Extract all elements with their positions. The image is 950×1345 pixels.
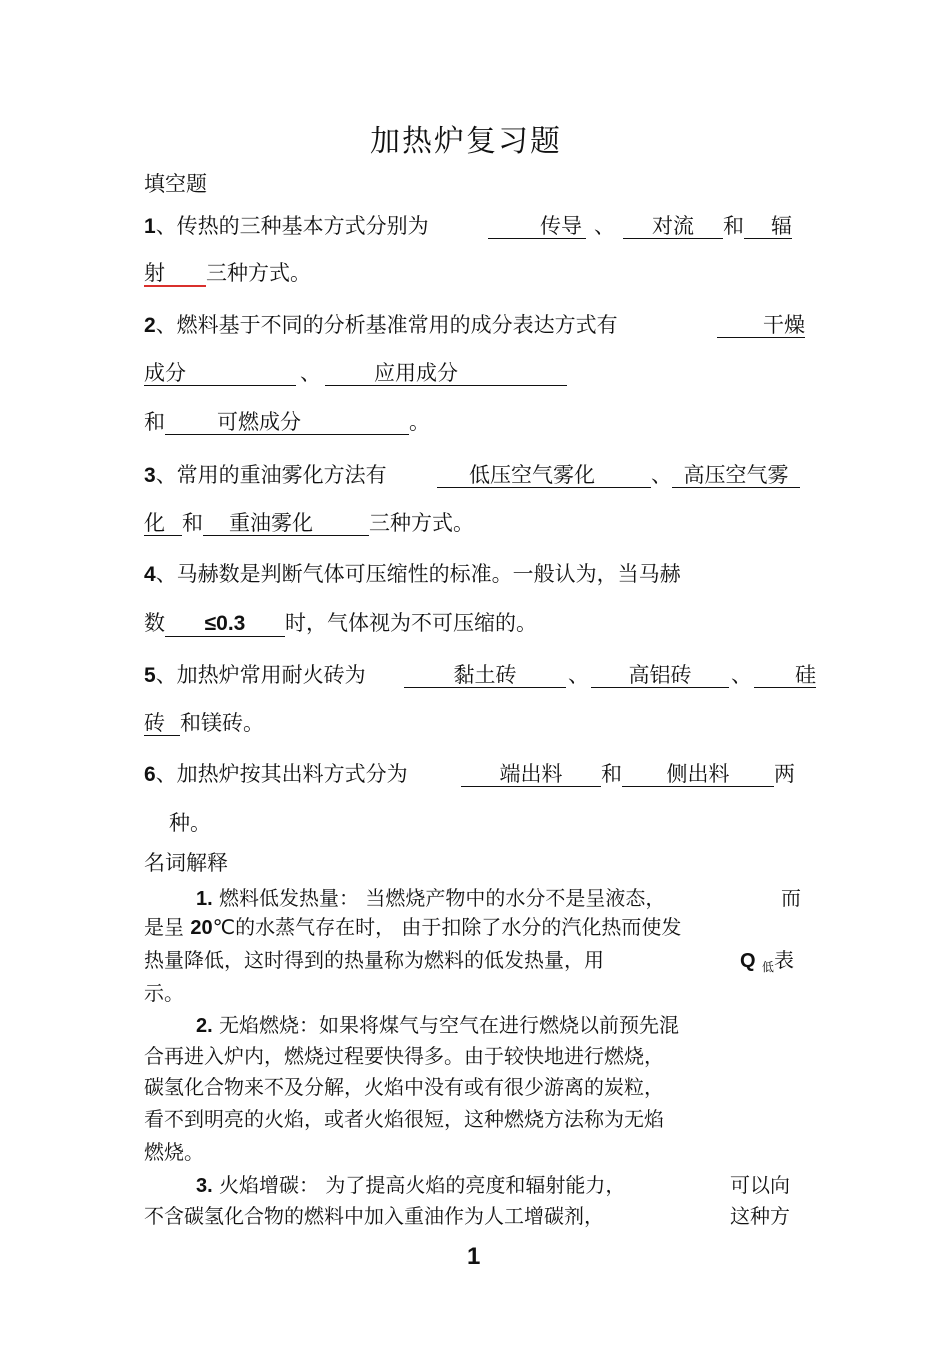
- question-5-line2: 砖 和镁砖。: [144, 711, 264, 735]
- answer-blank: 硅: [754, 663, 816, 688]
- question-1-line1: [144, 213, 429, 240]
- answer-blank: 成分: [144, 361, 296, 386]
- term-2-line3: 碳氢化合物来不及分解，火焰中没有或有很少游离的炭粒，: [144, 1075, 664, 1099]
- question-text: 、马赫数是判断气体可压缩性的标准。一般认为，当马赫: [155, 562, 681, 586]
- term-1-line1: 1. 燃料低发热量： 当燃烧产物中的水分不是呈液态，: [196, 886, 666, 910]
- answer-blank: 黏土砖: [404, 663, 566, 688]
- question-2-line2: 成分 、 应用成分: [144, 360, 567, 386]
- question-3-line2: 化 和 重油雾化 三种方式。: [144, 511, 474, 535]
- term-1-line4: 示。: [144, 981, 184, 1005]
- answer-blank: 侧出料: [622, 762, 774, 787]
- question-text: 、传热的三种基本方式分别为: [155, 214, 429, 238]
- question-2-line1: [144, 312, 618, 339]
- page-title: 加热炉复习题: [370, 124, 562, 159]
- answer-blank: 传导: [488, 214, 586, 239]
- answer-blank: 应用成分: [325, 361, 567, 386]
- question-6-answers: 端出料 和 侧出料 两: [461, 761, 795, 787]
- question-4-line1: [144, 561, 681, 588]
- term-2-line5: 燃烧。: [144, 1140, 204, 1164]
- question-2-answer-1a: [717, 312, 805, 338]
- question-4-line2: 数 ≤0.3 时，气体视为不可压缩的。: [144, 611, 537, 635]
- question-5-answers: 黏土砖 、 高铝砖 、 硅: [404, 662, 816, 688]
- term-3-line2: 不含碳氢化合物的燃料中加入重油作为人工增碳剂，: [144, 1204, 604, 1228]
- question-number: 1: [144, 215, 156, 238]
- question-text: 、加热炉常用耐火砖为: [155, 663, 366, 687]
- term-1-line3-end: Q $_低$表: [740, 948, 794, 974]
- term-3-line2-end: 这种方: [730, 1204, 790, 1228]
- answer-blank: 砖: [144, 711, 180, 736]
- section-terms-heading: 名词解释: [144, 851, 228, 875]
- term-2-line1: 2. 无焰燃烧：如果将煤气与空气在进行燃烧以前预先混: [196, 1013, 680, 1037]
- answer-blank: 辐: [744, 214, 792, 239]
- question-number: 2: [144, 314, 156, 337]
- answer-blank: ≤0.3: [165, 612, 285, 637]
- question-5-line1: [144, 662, 366, 689]
- question-number: 6: [144, 763, 156, 786]
- question-number: 3: [144, 464, 156, 487]
- answer-blank: 高铝砖: [591, 663, 729, 688]
- answer-blank: 重油雾化: [203, 511, 369, 536]
- question-3-answers: 低压空气雾化 、 高压空气雾: [437, 462, 800, 488]
- term-1-line2: 是呈 20℃的水蒸气存在时， 由于扣除了水分的汽化热而使发: [144, 915, 682, 939]
- term-1-line1-end: 而: [781, 886, 801, 910]
- page-number: 1: [467, 1243, 481, 1270]
- question-number: 4: [144, 563, 156, 586]
- term-1-line3: 热量降低，这时得到的热量称为燃料的低发热量，用: [144, 948, 604, 972]
- question-text: 、加热炉按其出料方式分为: [155, 762, 408, 786]
- question-2-line3: 和 可燃成分 。: [144, 410, 430, 434]
- question-1-answers: 传导 、 对流 和 辐: [488, 213, 792, 239]
- term-3-line1-end: 可以向: [730, 1173, 790, 1197]
- section-fill-heading: 填空题: [144, 172, 207, 196]
- answer-blank: 射: [144, 261, 206, 287]
- question-3-line1: [144, 462, 387, 489]
- answer-blank: 端出料: [461, 762, 601, 787]
- answer-blank: 干燥: [717, 313, 805, 338]
- answer-blank: 对流: [623, 214, 723, 239]
- answer-blank: 化: [144, 511, 182, 536]
- answer-blank: 高压空气雾: [672, 463, 800, 488]
- answer-blank: 低压空气雾化: [437, 463, 651, 488]
- question-number: 5: [144, 664, 156, 687]
- term-2-line2: 合再进入炉内，燃烧过程要快得多。由于较快地进行燃烧，: [144, 1044, 664, 1068]
- term-2-line4: 看不到明亮的火焰，或者火焰很短，这种燃烧方法称为无焰: [144, 1107, 664, 1131]
- question-6-line2: 种。: [169, 811, 211, 835]
- answer-blank: 可燃成分: [165, 410, 409, 435]
- term-3-line1: 3. 火焰增碳： 为了提高火焰的亮度和辐射能力，: [196, 1173, 626, 1197]
- question-6-line1: [144, 761, 408, 788]
- question-1-line2: 射 三种方式。: [144, 261, 311, 285]
- question-text: 、燃料基于不同的分析基准常用的成分表达方式有: [155, 313, 618, 337]
- question-text: 、常用的重油雾化方法有: [155, 463, 387, 487]
